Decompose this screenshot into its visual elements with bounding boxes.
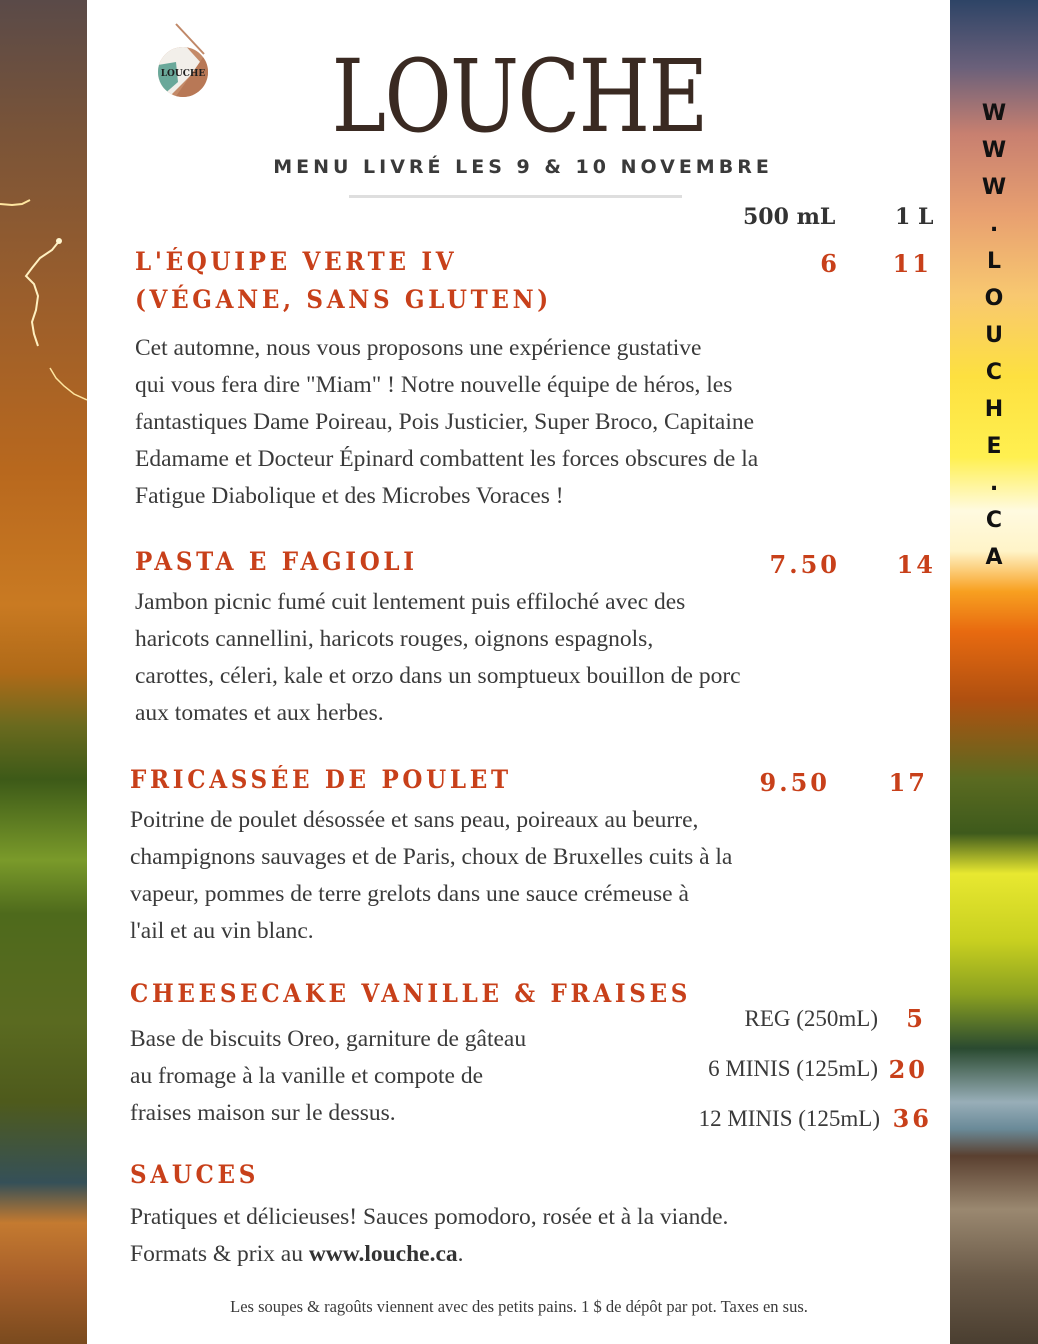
url-letter: C [985,360,1003,385]
menu-subtitle: MENU LIVRÉ LES 9 & 10 NOVEMBRE [273,156,773,178]
svg-text:LOUCHE: LOUCHE [160,69,206,79]
item-description: Base de biscuits Oreo, garniture de gâteau au fromage à la vanille et compote de fraises maison sur le dessus. [130,1026,527,1126]
price-500ml: 6 [820,249,840,278]
url-letter: H [984,397,1004,422]
url-letter: . [989,471,999,496]
size-price-reg: 5 [906,1004,926,1033]
url-letter: A [985,545,1003,570]
price-1l: 14 [896,550,936,579]
column-header-1l: 1 L [895,204,934,230]
url-letter: W [981,101,1007,126]
website-link[interactable]: www.louche.ca [308,1241,458,1267]
item-title-sauces: SAUCES [130,1160,260,1189]
formats-line: Formats & prix au www.louche.ca. [130,1241,464,1267]
url-letter: C [985,508,1003,533]
price-500ml: 9.50 [759,768,830,797]
item-description: Cet automne, nous vous proposons une expérience gustative qui vous fera dire "Miam" ! Notre nouvelle équipe de héros, les fantastiques Dame Poireau, Pois Justicier, Super Broco, Capitaine Edamame et Docteur Épinard combattent les forces obscures de la Fatigue Diabolique et des Microbes Voraces ! [135,335,759,509]
lightning-decoration [0,0,87,420]
size-label-reg: REG (250mL) [744,1006,878,1031]
header-divider [349,195,682,198]
url-letter: . [989,212,999,237]
url-letter: W [981,175,1007,200]
page-title: LOUCHE [331,38,707,155]
price-500ml: 7.50 [769,550,840,579]
url-letter: E [986,434,1002,459]
url-letter: U [985,323,1003,348]
item-description: Pratiques et délicieuses! Sauces pomodoro, rosée et à la viande. Formats & prix au www.louche.ca. [130,1199,728,1273]
item-title-equipe-verte: L'ÉQUIPE VERTE IV (VÉGANE, SANS GLUTEN) [135,247,552,314]
item-title-cheesecake: CHEESECAKE VANILLE & FRAISES [130,979,692,1008]
item-description: Poitrine de poulet désossée et sans peau, poireaux au beurre, champignons sauvages et de Paris, choux de Bruxelles cuits à la vapeur, pommes de terre grelots dans une sauce crémeuse à l'ail et au vin blanc. [130,807,733,944]
size-label-6-minis: 6 MINIS (125mL) [708,1056,878,1081]
size-price-6-minis: 20 [888,1055,928,1084]
url-letter: W [981,138,1007,163]
item-description: Jambon picnic fumé cuit lentement puis effiloché avec des haricots cannellini, haricots rouges, oignons espagnols, carottes, céleri, kale et orzo dans un somptueux bouillon de porc aux tomates et aux herbes. [135,589,741,726]
url-letter: L [986,249,1002,274]
url-letter: O [984,286,1004,311]
price-1l: 11 [892,249,932,278]
footer-note: Les soupes & ragoûts viennent avec des petits pains. 1 $ de dépôt par pot. Taxes en sus. [230,1297,808,1316]
column-header-500ml: 500 mL [743,204,836,230]
size-price-12-minis: 36 [892,1104,932,1133]
price-1l: 17 [888,768,928,797]
item-title-fricassee-de-poulet: FRICASSÉE DE POULET [130,765,512,794]
item-title-pasta-e-fagioli: PASTA E FAGIOLI [135,547,418,576]
size-label-12-minis: 12 MINIS (125mL) [698,1106,880,1131]
